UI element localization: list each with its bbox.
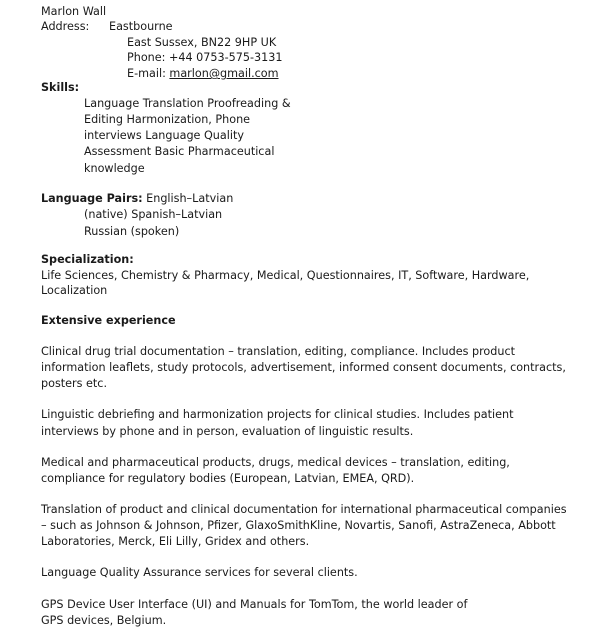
skills-heading: Skills:	[41, 81, 80, 94]
experience-line: compliance for regulatory bodies (European, Latvian, EMEA, QRD).	[41, 472, 415, 485]
language-pairs-heading: Language Pairs:	[41, 192, 143, 205]
language-pair-line: (native) Spanish–Latvian	[84, 208, 223, 221]
email-link[interactable]: marlon@gmail.com	[169, 67, 279, 80]
email-label: E-mail:	[127, 67, 166, 80]
experience-line: Laboratories, Merck, Eli Lilly, Gridex and others.	[41, 535, 310, 548]
experience-line: GPS devices, Belgium.	[41, 614, 167, 627]
language-pairs-row	[41, 191, 233, 207]
experience-line: Translation of product and clinical documentation for international pharmaceutical companies	[41, 503, 567, 516]
experience-line: Medical and pharmaceutical products, drugs, medical devices – translation, editing,	[41, 456, 510, 469]
skills-line: Assessment Basic Pharmaceutical	[84, 145, 275, 158]
experience-line: Language Quality Assurance services for several clients.	[41, 566, 358, 579]
experience-line: Linguistic debriefing and harmonization projects for clinical studies. Includes patient	[41, 408, 514, 421]
address-label: Address:	[41, 20, 90, 33]
experience-line: GPS Device User Interface (UI) and Manuals for TomTom, the world leader of	[41, 598, 468, 611]
skills-line: Language Translation Proofreading &	[84, 97, 291, 110]
address-line-1: Eastbourne	[109, 20, 173, 33]
address-line-2: East Sussex, BN22 9HP UK	[127, 36, 277, 49]
specialization-line: Life Sciences, Chemistry & Pharmacy, Medical, Questionnaires, IT, Software, Hardware,	[41, 269, 530, 282]
experience-line: Clinical drug trial documentation – translation, editing, compliance. Includes product	[41, 345, 515, 358]
specialization-line: Localization	[41, 284, 108, 297]
experience-line: – such as Johnson & Johnson, Pfizer, GlaxoSmithKline, Novartis, Sanofi, AstraZeneca, Abbott	[41, 519, 556, 532]
specialization-heading: Specialization:	[41, 253, 134, 266]
experience-line: interviews by phone and in person, evaluation of linguistic results.	[41, 425, 414, 438]
experience-line: posters etc.	[41, 377, 108, 390]
skills-line: interviews Language Quality	[84, 129, 244, 142]
experience-heading: Extensive experience	[41, 314, 176, 327]
language-pair-line: English–Latvian	[146, 192, 234, 205]
experience-line: information leaflets, study protocols, advertisement, informed consent documents, contracts,	[41, 361, 566, 374]
phone-number: Phone: +44 0753-575-3131	[127, 51, 283, 64]
email-row	[127, 66, 279, 82]
language-pair-line: Russian (spoken)	[84, 225, 180, 238]
skills-line: Editing Harmonization, Phone	[84, 113, 251, 126]
candidate-name: Marlon Wall	[41, 5, 107, 18]
skills-line: knowledge	[84, 162, 145, 175]
